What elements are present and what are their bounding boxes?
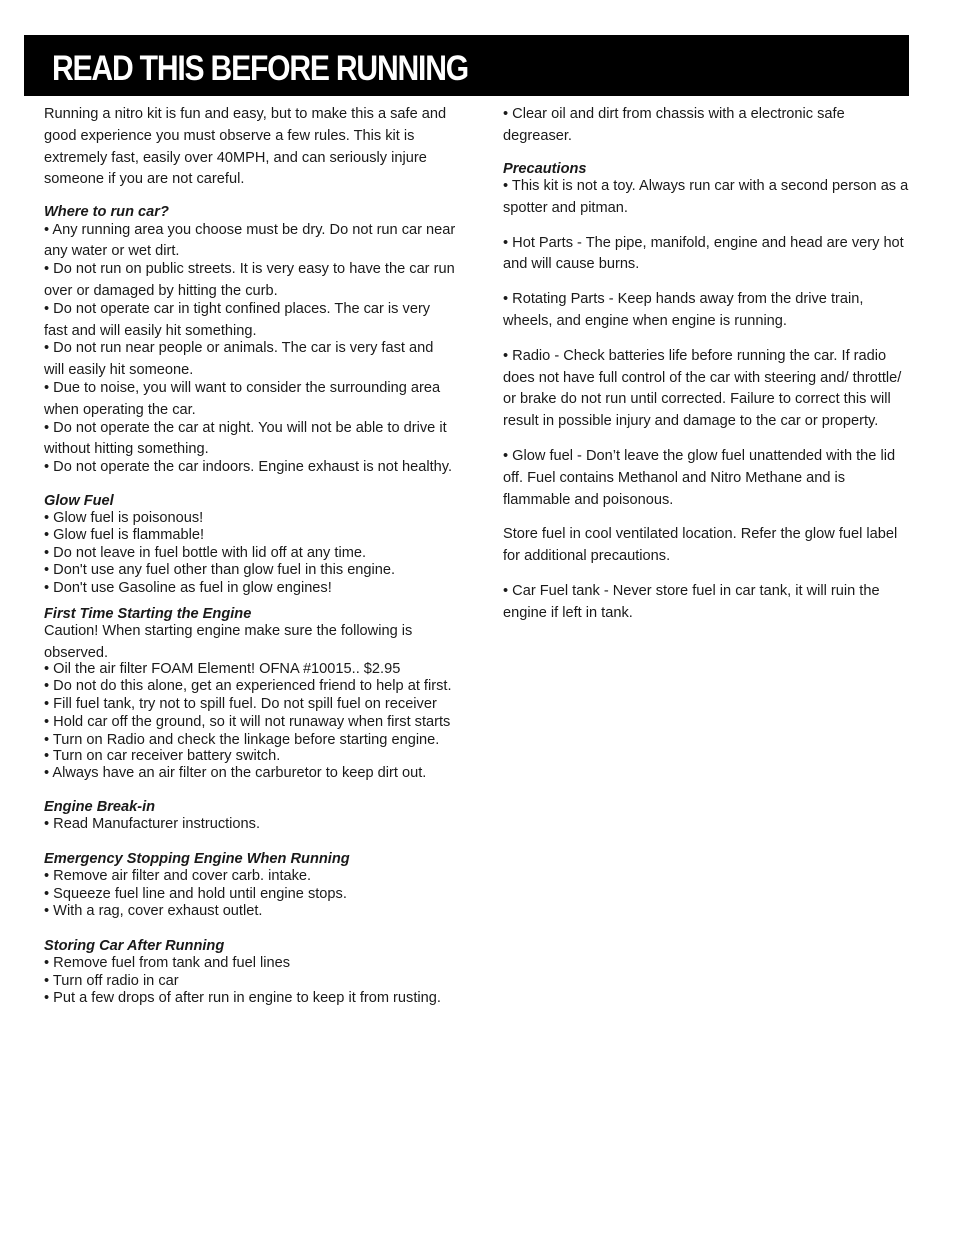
glow-fuel-heading: Glow Fuel (44, 492, 114, 509)
list-item: • Glow fuel is flammable! (44, 527, 205, 544)
list-item: • Oil the air filter FOAM Element! OFNA #10015.. $2.95 (44, 660, 401, 677)
emergency-list (44, 868, 456, 920)
precaution-store-fuel: Store fuel in cool ventilated location. Refer the glow fuel label for additional precautions. (503, 526, 898, 565)
precautions-heading: Precautions (503, 160, 587, 177)
where-list (44, 220, 456, 479)
glow-fuel-list (44, 510, 456, 597)
where-heading: Where to run car? (44, 204, 169, 221)
list-item: • Any running area you choose must be dry. Do not run car near any water or wet dirt. (44, 221, 456, 260)
storing-section (44, 937, 456, 1010)
first-time-heading: First Time Starting the Engine (44, 605, 252, 622)
list-item: • Do not operate the car at night. You will not be able to drive it without hitting something. (44, 419, 447, 458)
precaution-hot-parts: • Hot Parts - The pipe, manifold, engine and head are very hot and will cause burns. (503, 234, 904, 273)
list-item: • Due to noise, you will want to consider the surrounding area when operating the car. (44, 379, 441, 418)
emergency-section (44, 850, 456, 920)
list-item: Caution! When starting engine make sure the following is observed. (44, 623, 413, 662)
precaution-rotating-parts: • Rotating Parts - Keep hands away from the drive train, wheels, and engine when engine is running. (503, 291, 864, 329)
list-item: • Read Manufacturer instructions. (44, 815, 261, 832)
list-item: • Do not run near people or animals. The car is very fast and will easily hit someone. (44, 340, 434, 379)
precaution-radio: • Radio - Check batteries life before running the car. If radio does not have full control of the car with steering and/ throttle/ or brake do not run until corrected. Failure to correct this will result in possible injury and damage to the car or property. (503, 347, 902, 430)
clear-paragraph: • Clear oil and dirt from chassis with a electronic safe degreaser. (503, 106, 845, 144)
list-item: • Do not run on public streets. It is very easy to have the car run over or damaged by hitting the curb. (44, 261, 455, 299)
precaution-not-toy: • This kit is not a toy. Always run car with a second person as a spotter and pitman. (503, 178, 909, 216)
emergency-heading: Emergency Stopping Engine When Running (44, 851, 350, 868)
page-title: READ THIS BEFORE RUNNING (52, 49, 468, 88)
list-item: • Don't use any fuel other than glow fuel in this engine. (44, 562, 396, 579)
precaution-glow-fuel: • Glow fuel - Don’t leave the glow fuel unattended with the lid off. Fuel contains Methanol and Nitro Methane and is flammable and poisonous. (503, 447, 896, 508)
first-time-list (44, 621, 456, 784)
list-item: • Do not operate car in tight confined places. The car is very fast and will easily hit something. (44, 300, 431, 339)
intro-paragraph: Running a nitro kit is fun and easy, but to make this a safe and good experience you must observe a few rules. This kit is extremely fast, easily over 40MPH, and can seriously injure someone if you are not careful. (44, 106, 447, 188)
breakin-heading: Engine Break-in (44, 798, 156, 815)
breakin-list (44, 816, 456, 833)
precaution-fuel-tank: • Car Fuel tank - Never store fuel in car tank, it will ruin the engine if left in tank. (503, 582, 880, 621)
list-item: • Turn on car receiver battery switch. (44, 747, 281, 764)
header-bar (24, 35, 909, 96)
list-item: • Put a few drops of after run in engine to keep it from rusting. (44, 990, 441, 1007)
list-item: • Do not leave in fuel bottle with lid off at any time. (44, 544, 367, 561)
list-item: • Don't use Gasoline as fuel in glow engines! (44, 579, 332, 596)
right-column (503, 104, 915, 625)
list-item: • Always have an air filter on the carburetor to keep dirt out. (44, 764, 427, 781)
list-item: • Fill fuel tank, try not to spill fuel. Do not spill fuel on receiver (44, 696, 437, 713)
list-item: • With a rag, cover exhaust outlet. (44, 903, 263, 919)
list-item: • Turn off radio in car (44, 972, 179, 989)
storing-list (44, 955, 456, 1010)
list-item: • Hold car off the ground, so it will not runaway when first starts (44, 713, 451, 730)
left-column (44, 104, 456, 1010)
list-item: • Remove fuel from tank and fuel lines (44, 955, 291, 972)
list-item: • Squeeze fuel line and hold until engine stops. (44, 885, 347, 902)
list-item: • Remove air filter and cover carb. intake. (44, 868, 312, 885)
storing-heading: Storing Car After Running (44, 938, 225, 955)
list-item: • Turn on Radio and check the linkage before starting engine. (44, 731, 440, 748)
breakin-section (44, 798, 456, 833)
precautions-section (503, 161, 915, 625)
first-time-section (44, 606, 456, 785)
glow-fuel-section (44, 492, 456, 597)
list-item: • Glow fuel is poisonous! (44, 509, 204, 526)
list-item: • Do not operate the car indoors. Engine exhaust is not healthy. (44, 459, 453, 476)
where-section (44, 204, 456, 479)
list-item: • Do not do this alone, get an experienced friend to help at first. (44, 678, 452, 695)
